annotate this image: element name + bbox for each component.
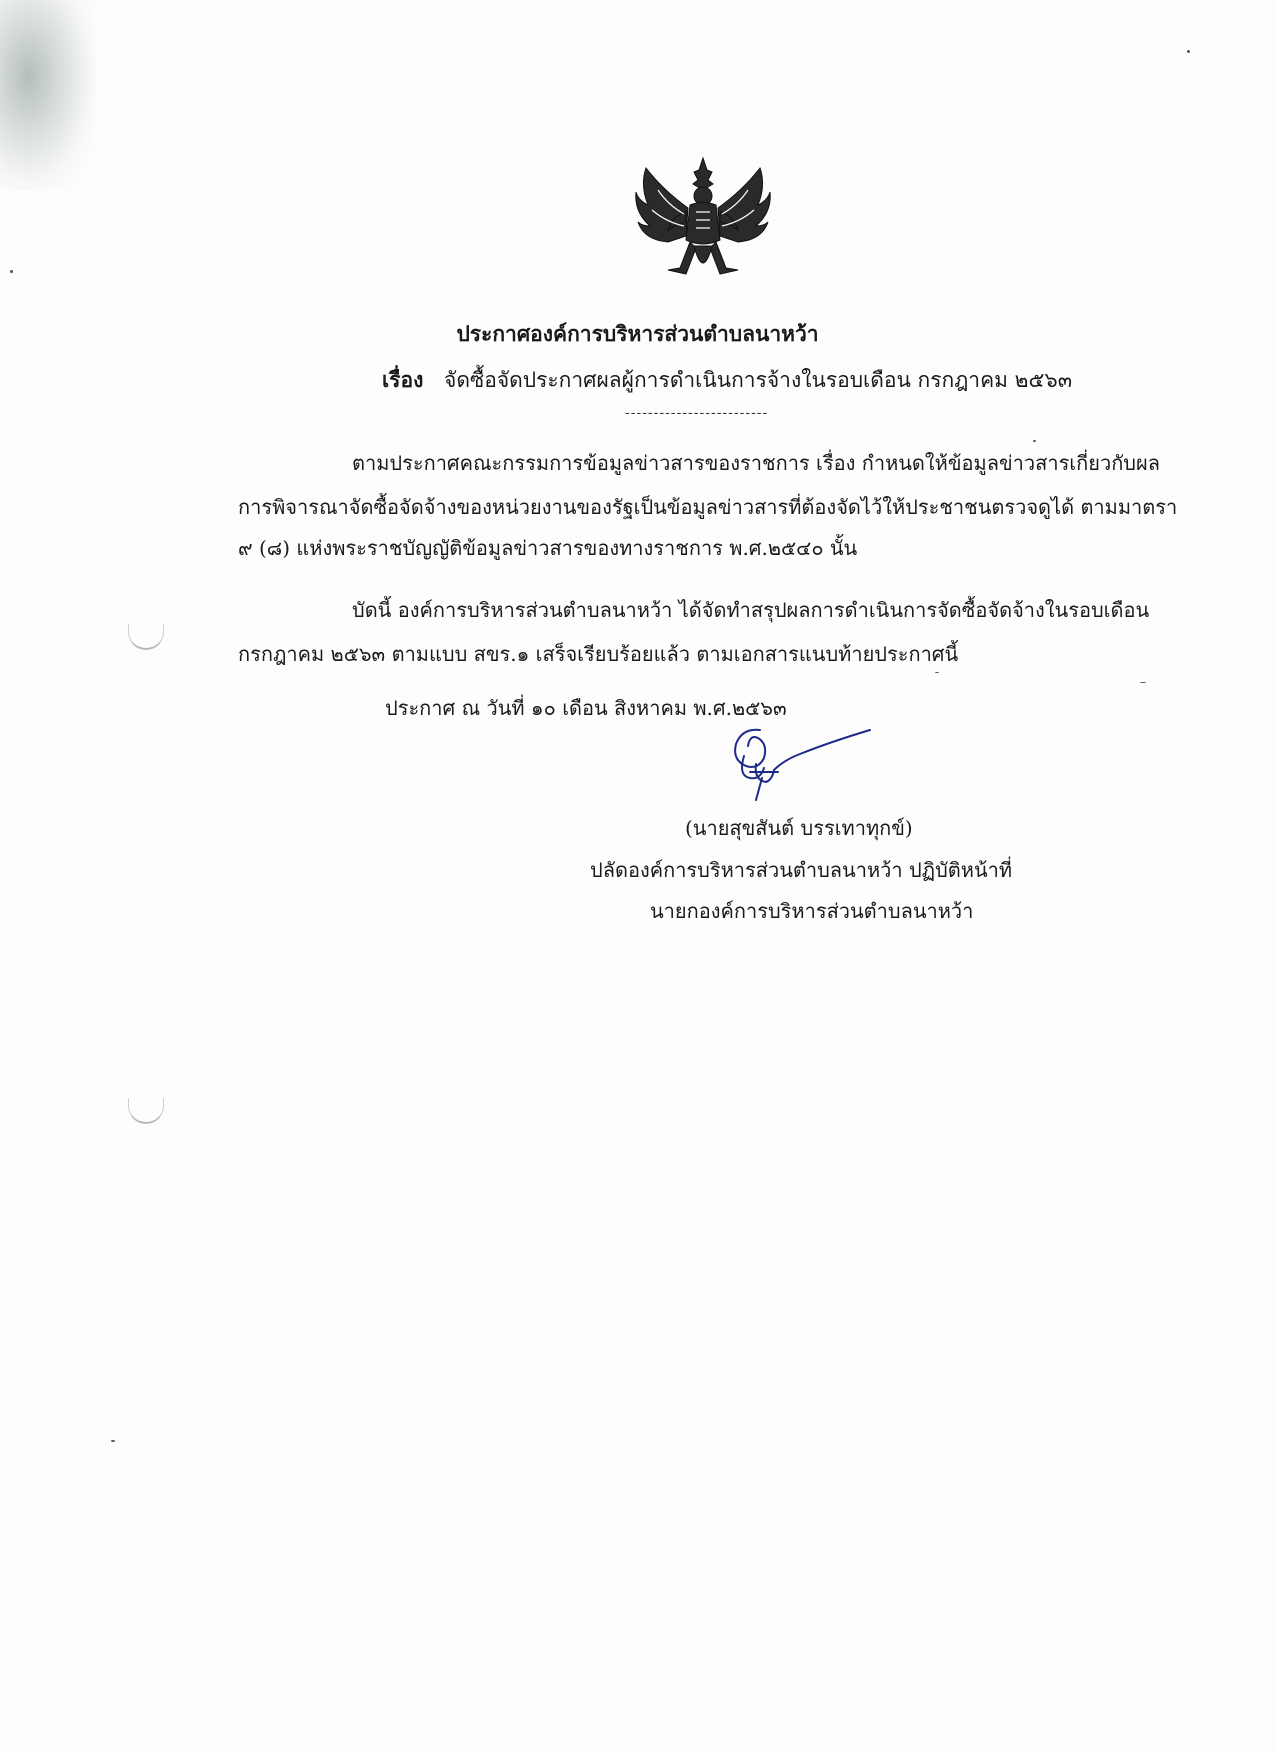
scan-speck xyxy=(935,672,939,673)
scan-speck xyxy=(1140,682,1146,683)
paragraph1-line1: ตามประกาศคณะกรรมการข้อมูลข่าวสารของราชการ เรื่อง กำหนดให้ข้อมูลข่าวสารเกี่ยวกับผล xyxy=(352,451,1160,475)
subject-line xyxy=(382,364,1072,397)
scan-speck xyxy=(10,270,13,273)
announcement-date: ประกาศ ณ วันที่ ๑๐ เดือน สิงหาคม พ.ศ.๒๕๖๓ xyxy=(385,696,787,720)
title-divider: ------------------------- xyxy=(625,405,769,421)
scan-speck xyxy=(1187,50,1190,53)
paragraph1-line2: การพิจารณาจัดซื้อจัดจ้างของหน่วยงานของรัฐเป็นข้อมูลข่าวสารที่ต้องจัดไว้ให้ประชาชนตรวจดูได้ ตามมาตรา xyxy=(238,495,1178,519)
scan-speck xyxy=(1033,440,1036,442)
signatory-position-line1: ปลัดองค์การบริหารส่วนตำบลนาหว้า ปฏิบัติหน้าที่ xyxy=(590,858,1013,882)
scan-stain xyxy=(0,0,95,190)
announcement-title: ประกาศองค์การบริหารส่วนตำบลนาหว้า xyxy=(456,321,819,346)
signatory-name: (นายสุขสันต์ บรรเทาทุกข์) xyxy=(685,816,913,840)
subject-text: จัดซื้อจัดประกาศผลผู้การดำเนินการจ้างในรอบเดือน กรกฎาคม ๒๕๖๓ xyxy=(444,368,1073,392)
scan-speck xyxy=(111,1440,115,1442)
handwritten-signature xyxy=(720,720,880,820)
signatory-position-line2: นายกองค์การบริหารส่วนตำบลนาหว้า xyxy=(650,899,974,923)
paragraph2-line1: บัดนี้ องค์การบริหารส่วนตำบลนาหว้า ได้จัดทำสรุปผลการดำเนินการจัดซื้อจัดจ้างในรอบเดือน xyxy=(352,598,1150,622)
punch-hole-mark xyxy=(128,624,164,650)
paragraph1-line3: ๙ (๘) แห่งพระราชบัญญัติข้อมูลข่าวสารของทางราชการ พ.ศ.๒๕๔๐ นั้น xyxy=(238,536,858,560)
punch-hole-mark xyxy=(128,1098,164,1124)
garuda-emblem-icon xyxy=(628,150,778,290)
subject-label: เรื่อง xyxy=(382,367,424,392)
paragraph2-line2: กรกฎาคม ๒๕๖๓ ตามแบบ สขร.๑ เสร็จเรียบร้อยแล้ว ตามเอกสารแนบท้ายประกาศนี้ xyxy=(238,642,959,666)
